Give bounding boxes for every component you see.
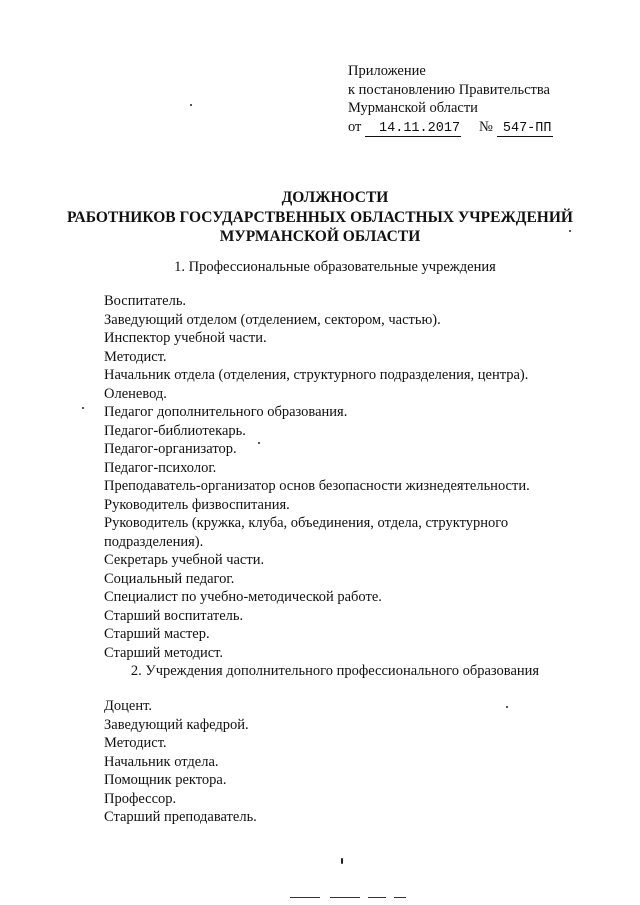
list-item: Методист. [104,735,167,751]
list-item: Преподаватель-организатор основ безопасности жизнедеятельности. [104,478,530,494]
section-2-list [104,697,574,827]
decree-number: 547-ПП [497,121,553,137]
appendix-block [348,62,553,137]
list-item: Руководитель физвоспитания. [104,496,290,513]
scan-speck [569,230,571,232]
list-item: Начальник отдела (отделения, структурного подразделения, центра). [104,367,529,383]
title-line-1: ДОЛЖНОСТИ [281,189,389,206]
scan-speck [258,442,260,444]
title-line-3: МУРМАНСКОЙ ОБЛАСТИ [219,228,421,245]
list-item: Воспитатель. [104,293,187,309]
list-item: Профессор. [104,790,177,807]
list-item: Руководитель (кружка, клуба, объединения, отдела, структурного подразделения). [104,515,509,550]
list-item: Доцент. [104,698,152,714]
list-item: Заведующий кафедрой. [104,716,249,733]
appendix-line-2: к постановлению Правительства [348,81,550,98]
date-prefix: от [348,118,362,135]
list-item: Заведующий отделом (отделением, сектором, частью). [104,311,441,328]
appendix-line-3: Мурманской области [348,100,478,116]
bottom-scan-rule [290,897,320,898]
appendix-date-line [348,118,553,137]
decree-date: 14.11.2017 [365,121,461,137]
list-item: Старший методист. [104,644,224,661]
list-item: Помощник ректора. [104,772,227,788]
scan-speck [506,706,508,708]
section-1-heading: 1. Профессиональные образовательные учреждения [174,259,496,275]
list-item: Секретарь учебной части. [104,552,265,568]
list-item: Педагог-психолог. [104,459,217,476]
list-item: Старший воспитатель. [104,607,244,624]
number-sign: № [479,118,493,135]
scan-speck [82,407,84,409]
scan-speck [190,104,192,106]
list-item: Методист. [104,348,167,365]
scan-speck [341,858,343,864]
list-item: Оленевод. [104,385,167,402]
section-1-list [104,292,574,662]
list-item: Инспектор учебной части. [104,330,267,346]
list-item: Начальник отдела. [104,753,219,770]
title-line-2: РАБОТНИКОВ ГОСУДАРСТВЕННЫХ ОБЛАСТНЫХ УЧРЕЖДЕНИЙ [67,208,573,226]
list-item: Старший мастер. [104,626,210,642]
bottom-scan-rule [394,897,406,898]
bottom-scan-rule [330,897,360,898]
list-item: Педагог-организатор. [104,441,237,457]
appendix-line-1: Приложение [348,63,426,79]
list-item: Педагог-библиотекарь. [104,422,246,439]
list-item: Педагог дополнительного образования. [104,404,348,420]
list-item: Социальный педагог. [104,570,235,587]
bottom-scan-rule [368,897,386,898]
document-title [0,188,640,247]
list-item: Специалист по учебно-методической работе. [104,589,382,605]
section-2-heading: 2. Учреждения дополнительного профессионального образования [130,663,540,679]
list-item: Старший преподаватель. [104,809,257,825]
